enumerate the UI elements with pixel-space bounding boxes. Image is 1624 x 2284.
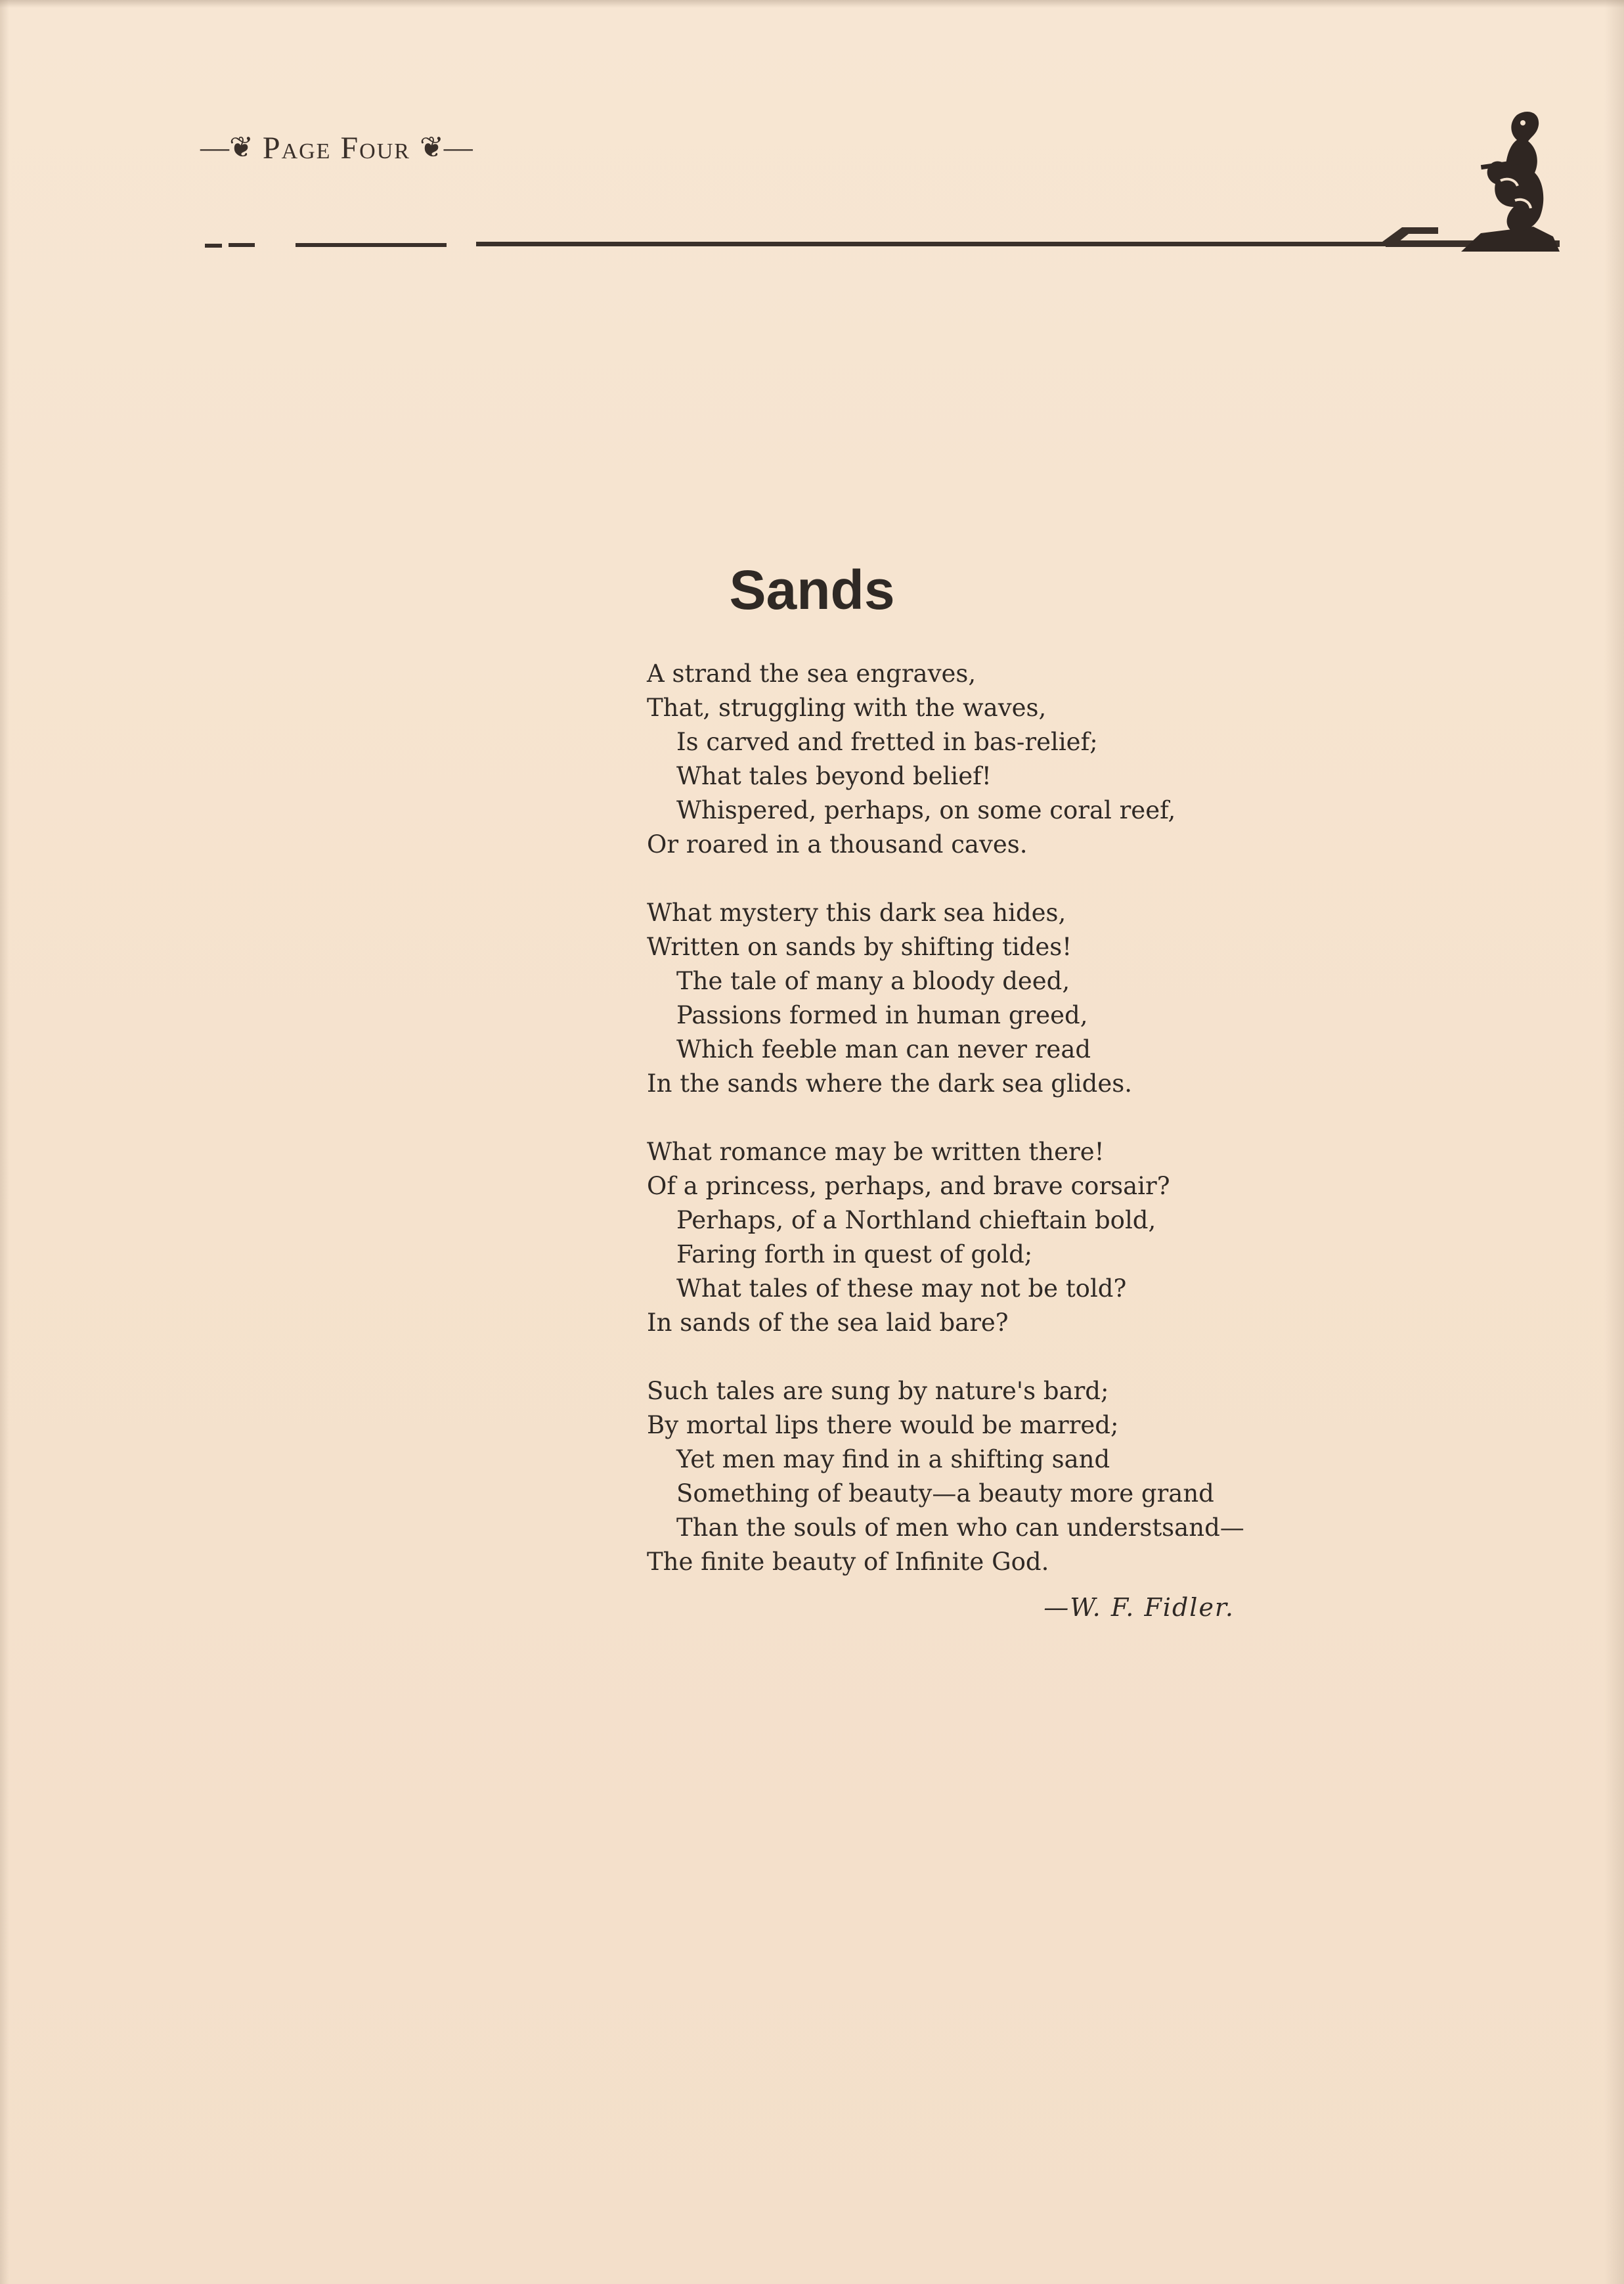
poem-line: What tales beyond belief! xyxy=(676,762,992,790)
rule-dash-3 xyxy=(296,243,447,247)
poem-title: Sands xyxy=(729,559,895,621)
poem-line: That, struggling with the waves, xyxy=(647,694,1047,722)
rule-dash-2 xyxy=(229,243,255,247)
poem-line: Of a princess, perhaps, and brave corsair? xyxy=(647,1172,1170,1200)
poem-line: What mystery this dark sea hides, xyxy=(647,899,1066,927)
poem-line: Yet men may find in a shifting sand xyxy=(676,1445,1110,1473)
page-edge-left xyxy=(0,0,9,2284)
poem-line: In the sands where the dark sea glides. xyxy=(647,1069,1132,1098)
poem-attribution: —W. F. Fidler. xyxy=(1043,1593,1235,1622)
poem-body xyxy=(647,657,1244,1613)
poem-line: What romance may be written there! xyxy=(647,1138,1105,1166)
poem-line: Passions formed in human greed, xyxy=(676,1001,1088,1029)
fleuron-right-icon: ❦— xyxy=(419,131,473,164)
poem-line: Whispered, perhaps, on some coral reef, xyxy=(676,796,1176,824)
poem-line: A strand the sea engraves, xyxy=(647,660,977,688)
page-edge-right xyxy=(1604,0,1624,2284)
page-header xyxy=(200,128,473,168)
poem-line: In sands of the sea laid bare? xyxy=(647,1309,1009,1337)
poem-line: What tales of these may not be told? xyxy=(676,1274,1127,1303)
rule-line-main xyxy=(476,242,1389,246)
page-edge-top xyxy=(0,0,1624,8)
poem-line: Perhaps, of a Northland chieftain bold, xyxy=(676,1206,1156,1234)
stanza-1 xyxy=(647,657,1238,862)
poem-line: Faring forth in quest of gold; xyxy=(676,1240,1033,1268)
poem-line: Than the souls of men who can understsand— xyxy=(676,1513,1244,1542)
pan-figure-icon xyxy=(1455,102,1566,256)
fleuron-left-icon: —❦ xyxy=(200,131,253,164)
poem-line: Is carved and fretted in bas-relief; xyxy=(676,728,1098,756)
poem-line: Something of beauty—a beauty more grand xyxy=(676,1479,1214,1508)
rule-dash-1 xyxy=(205,244,222,248)
poem-line: Written on sands by shifting tides! xyxy=(647,933,1072,961)
poem-line: The finite beauty of Infinite God. xyxy=(647,1548,1049,1576)
poem-line: Which feeble man can never read xyxy=(676,1035,1091,1064)
poem-line: Or roared in a thousand caves. xyxy=(647,830,1028,859)
header-rule xyxy=(0,217,1624,269)
poem-line: By mortal lips there would be marred; xyxy=(647,1411,1119,1439)
poem-line: Such tales are sung by nature's bard; xyxy=(647,1377,1109,1405)
stanza-4 xyxy=(647,1374,1244,1579)
rule-ledge xyxy=(1382,227,1438,242)
poem-line: The tale of many a bloody deed, xyxy=(676,967,1070,995)
stanza-2 xyxy=(647,896,1238,1101)
page-number-label: Page Four xyxy=(262,130,410,166)
stanza-3 xyxy=(647,1135,1238,1340)
